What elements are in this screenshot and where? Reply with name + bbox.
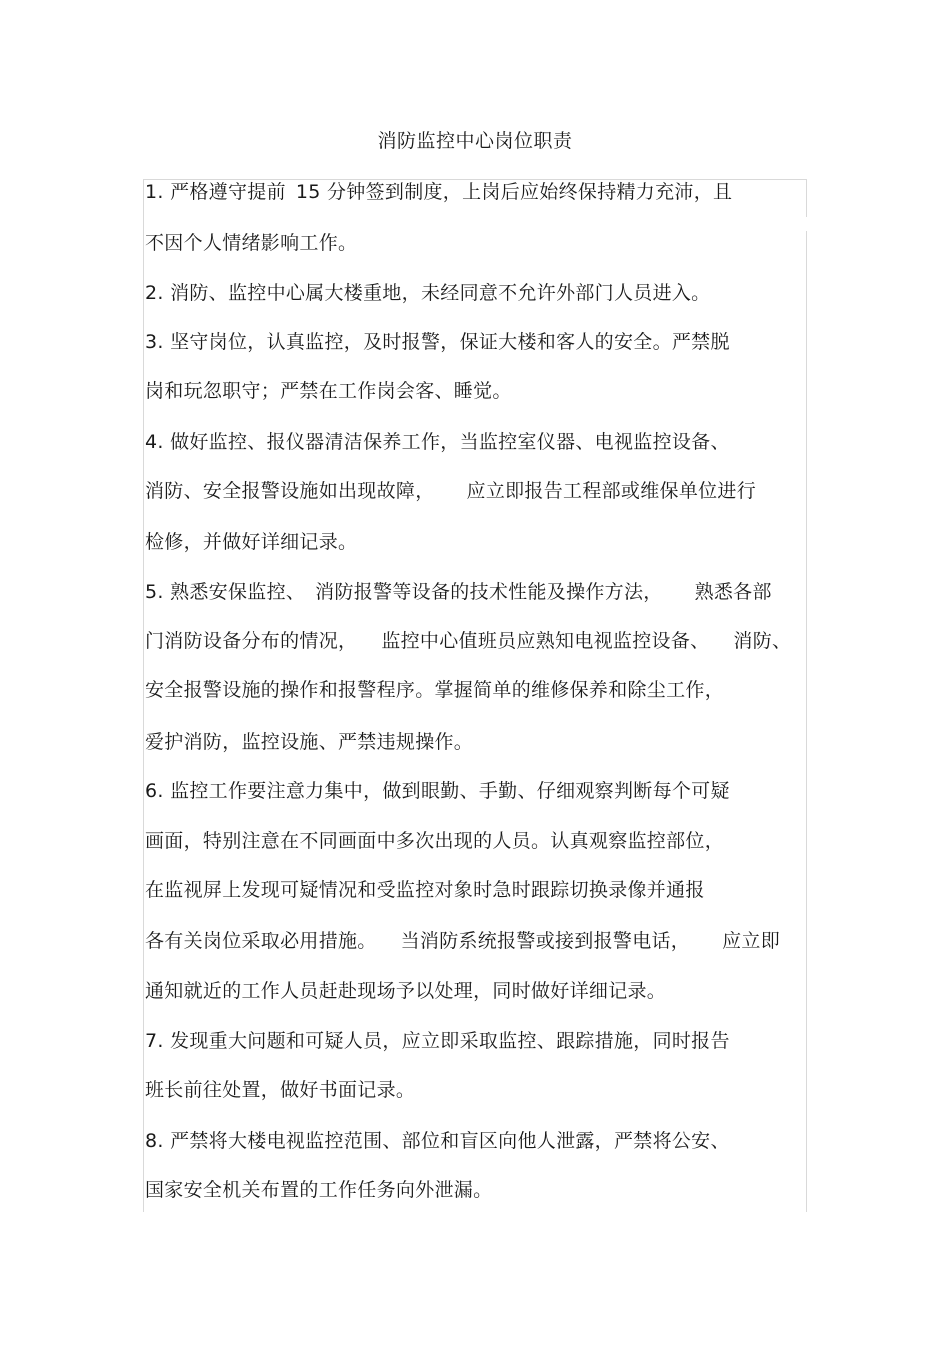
text-line	[145, 1077, 415, 1103]
line-segment: 8. 严禁将大楼电视监控范围、部位和盲区向他人泄露，严禁将公安、	[145, 1130, 730, 1152]
text-line	[145, 529, 357, 555]
line-segment: 各有关岗位采取必用措施。	[145, 930, 377, 952]
line-segment: 4. 做好监控、报仪器清洁保养工作，当监控室仪器、电视监控设备、	[145, 431, 730, 453]
line-segment: 消防、	[733, 630, 792, 652]
document-title: 消防监控中心岗位职责	[377, 130, 573, 152]
text-line	[145, 579, 772, 605]
line-segment: 安全报警设施的操作和报警程序。掌握简单的维修保养和除尘工作，	[145, 679, 725, 701]
line-segment: 岗和玩忽职守；严禁在工作岗会客、睡觉。	[145, 380, 512, 402]
text-line	[145, 1028, 730, 1054]
text-line	[145, 978, 666, 1004]
line-segment: 检修，并做好详细记录。	[145, 531, 358, 553]
text-line	[145, 928, 780, 954]
line-segment: 不因个人情绪影响工作。	[145, 232, 358, 254]
text-line	[145, 729, 473, 755]
line-segment: 爱护消防，监控设施、严禁违规操作。	[145, 731, 474, 753]
line-segment: 通知就近的工作人员赶赴现场予以处理，同时做好详细记录。	[145, 980, 667, 1002]
line-segment: 3. 坚守岗位，认真监控，及时报警，保证大楼和客人的安全。严禁脱	[145, 331, 730, 353]
line-segment: 消防、安全报警设施如出现故障，	[145, 480, 435, 502]
line-segment: 15 分钟签到制度，上岗后应始终保持精力充沛，且	[295, 181, 733, 203]
line-segment: 班长前往处置，做好书面记录。	[145, 1079, 416, 1101]
line-segment: 熟悉各部	[694, 581, 772, 603]
text-line	[145, 280, 710, 306]
text-line	[145, 329, 730, 355]
line-segment: 国家安全机关布置的工作任务向外泄漏。	[145, 1179, 493, 1201]
text-line	[145, 677, 724, 703]
text-line	[145, 478, 756, 504]
line-segment: 在监视屏上发现可疑情况和受监控对象时急时跟踪切换录像并通报	[145, 879, 705, 901]
text-line	[145, 378, 512, 404]
line-segment: 画面，特别注意在不同画面中多次出现的人员。认真观察监控部位，	[145, 830, 725, 852]
frame-right-rule	[806, 179, 807, 217]
line-segment: 7. 发现重大问题和可疑人员，应立即采取监控、跟踪措施，同时报告	[145, 1030, 730, 1052]
line-segment: 6. 监控工作要注意力集中，做到眼勤、手勤、仔细观察判断每个可疑	[145, 780, 730, 802]
line-segment: 5. 熟悉安保监控、	[145, 581, 306, 603]
line-segment: 应立即	[722, 930, 781, 952]
text-line	[145, 778, 730, 804]
line-segment: 门消防设备分布的情况，	[145, 630, 358, 652]
line-segment: 2. 消防、监控中心属大楼重地，未经同意不允许外部门人员进入。	[145, 282, 711, 304]
text-line	[145, 1177, 492, 1203]
line-segment: 监控中心值班员应熟知电视监控设备、	[381, 630, 710, 652]
document-body	[143, 179, 807, 1212]
frame-left-rule	[143, 179, 144, 1212]
line-segment: 1. 严格遵守提前	[145, 181, 286, 203]
text-line	[145, 828, 724, 854]
text-line	[145, 628, 791, 654]
line-segment: 当消防系统报警或接到报警电话，	[400, 930, 691, 952]
text-line	[145, 230, 357, 256]
text-line	[145, 429, 730, 455]
frame-right-rule	[806, 231, 807, 1212]
line-segment: 消防报警等设备的技术性能及操作方法，	[315, 581, 663, 603]
text-line	[145, 877, 705, 903]
line-segment: 应立即报告工程部或维保单位进行	[466, 480, 757, 502]
text-line	[145, 179, 732, 205]
text-line	[145, 1128, 730, 1154]
